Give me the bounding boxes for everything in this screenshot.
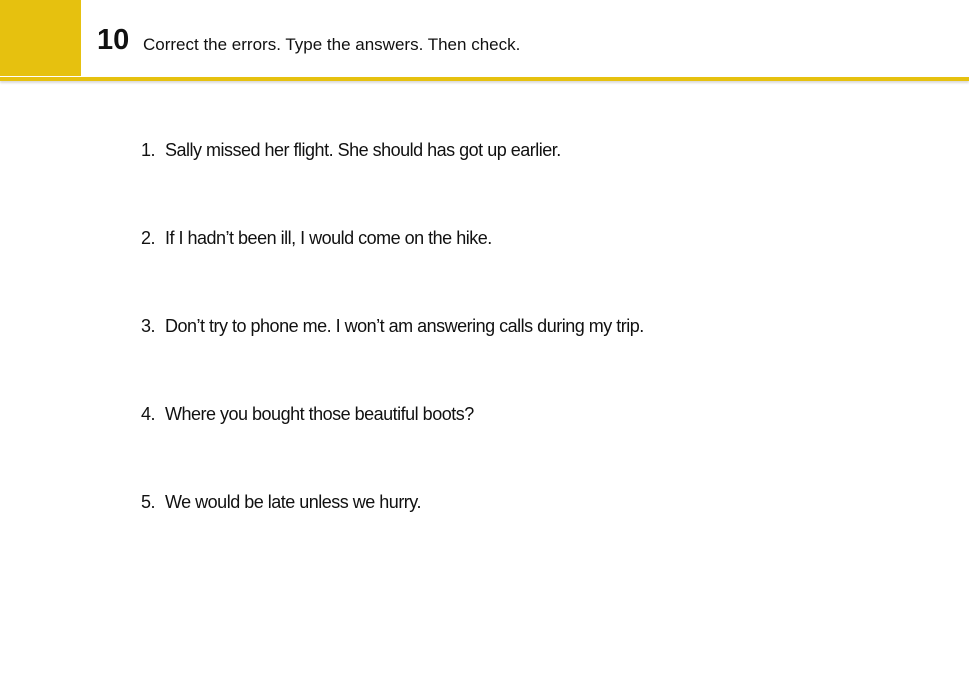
- question-item-2: [141, 226, 644, 314]
- exercise-number: 10: [97, 24, 130, 56]
- question-item-5: [141, 490, 644, 578]
- question-text: Where you bought those beautiful boots?: [165, 404, 474, 424]
- question-text: If I hadn’t been ill, I would come on the hike.: [165, 228, 492, 248]
- question-text: We would be late unless we hurry.: [165, 492, 421, 512]
- exercise-instruction: Correct the errors. Type the answers. Then check.: [143, 35, 521, 54]
- question-item-4: [141, 402, 644, 490]
- question-number: 5.: [141, 492, 156, 512]
- question-item-1: [141, 138, 644, 226]
- question-number: 4.: [141, 404, 156, 424]
- header-divider: [0, 77, 969, 81]
- question-text: Don’t try to phone me. I won’t am answering calls during my trip.: [165, 316, 644, 336]
- question-number: 1.: [141, 140, 156, 160]
- question-list: [141, 138, 644, 578]
- question-text: Sally missed her flight. She should has got up earlier.: [165, 140, 561, 160]
- question-number: 3.: [141, 316, 156, 336]
- header-accent-block: [0, 0, 81, 76]
- question-number: 2.: [141, 228, 156, 248]
- question-item-3: [141, 314, 644, 402]
